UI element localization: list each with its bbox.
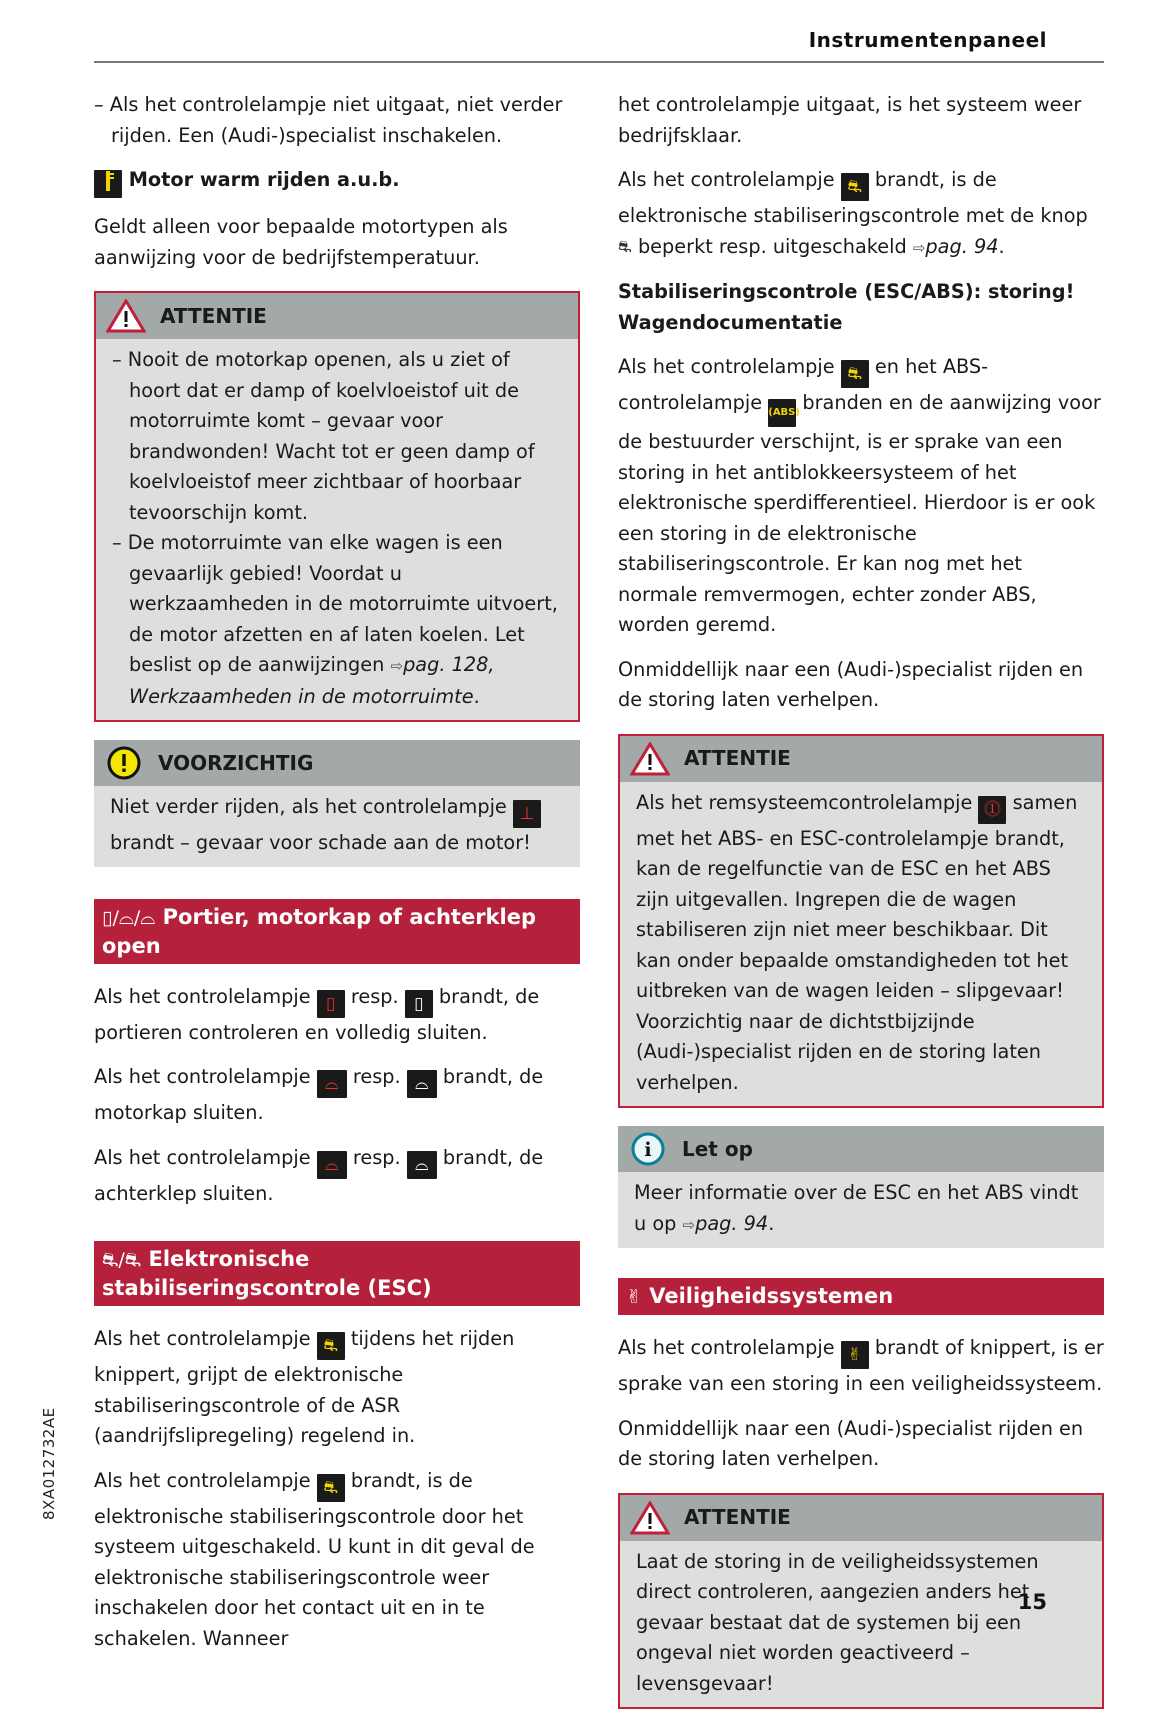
safety-action: Onmiddellijk naar een (Audi-)specialist rijden en de storing laten verhelpen. [618,1416,1084,1470]
esc-flashing-paragraph: Als het controlelampje ⛐ tijdens het rijden knippert, grijpt de elektronische stabiliseringscontrole of de ASR (aandrijfslipregeling) regelend in. [94,1327,515,1447]
tailgate-open-red-icon: ⌓ [317,1151,347,1179]
attentie-box-body [96,339,578,720]
doors-paragraph: Als het controlelampje ▯ resp. ▯ brandt, de portieren controleren en volledig sluiten. [94,984,540,1044]
reference-arrow-icon: ⇨ [682,1215,696,1234]
esc-esc-off-icons: ⛐/⛐ [102,1249,142,1271]
page-reference-link[interactable]: pag. 94 [695,1211,769,1235]
page-reference-link[interactable]: pag. 94 [925,234,999,258]
header-divider [94,61,1104,63]
section-heading-esc-text: Elektronische stabiliseringscontrole (ESC) [102,1247,432,1300]
attentie-title: ATTENTIE [684,1505,791,1530]
hood-paragraph: Als het controlelampje ⌓ resp. ⌓ brandt, de motorkap sluiten. [94,1065,544,1124]
section-heading-doors [94,899,580,964]
coolant-temperature-red-icon: ⊥ [513,800,541,828]
tailgate-open-white-icon: ⌓ [407,1151,437,1179]
door-open-red-icon: ▯ [317,990,345,1018]
info-icon [628,1131,668,1167]
attentie-item-engine-bay: – De motorruimte van elke wagen is een gevaarlijk gebied! Voordat u werkzaamheden in de motorruimte uitvoert, de motor afzetten en af laten koelen. Let beslist op de aanwijzingen ⇨pag. 128, Werkzaamheden in de motorruimte. [112,531,558,708]
voorzichtig-box [94,740,580,867]
attentie-item-steam: – Nooit de motorkap openen, als u ziet of hoort dat er damp of koelvloeistof uit de motorruimte komt – gevaar voor brandwonden! Wacht tot er geen damp of koelvloeistof meer zichtbaar of hoorbaar tevoorschijn komt. [112,348,535,524]
attentie-box-body [620,1541,1102,1708]
esc-off-yellow-icon: ⛐ [841,173,869,201]
section-heading-esc [94,1241,580,1306]
letop-text: Meer informatie over de ESC en het ABS vindt u op ⇨pag. 94. [634,1181,1079,1235]
attentie-safety-text: Laat de storing in de veiligheidssystemen direct controleren, aangezien anders het gevaar bestaat dat de systemen bij een ongeval niet worden geactiveerd – levensgevaar! [636,1549,1039,1695]
reference-arrow-icon: ⇨ [912,238,926,257]
esc-continued-paragraph: het controlelampje uitgaat, is het systeem weer bedrijfsklaar. [618,93,1082,147]
letop-title: Let op [682,1136,753,1161]
voorzichtig-title: VOORZICHTIG [158,750,314,775]
esc-yellow-icon: ⛐ [317,1474,345,1502]
section-heading-safety [618,1278,1104,1315]
airbag-yellow-icon: ✌ [841,1341,869,1369]
attentie-box-body [620,782,1102,1107]
abs-yellow-icon: (ABS) [768,399,796,427]
voorzichtig-box-header [94,740,580,786]
right-column [618,90,1104,1727]
page-number: 15 [1017,1590,1047,1614]
warning-triangle-icon [630,1500,670,1536]
voorzichtig-text: Niet verder rijden, als het controlelampje ⊥ brandt – gevaar voor schade aan de motor! [110,792,566,859]
storing-paragraph: Als het controlelampje ⛐ en het ABS-controlelampje (ABS) branden en de aanwijzing voor de bestuurder verschijnt, is er sprake van een storing in het antiblokkeersysteem of het elektronische sperdifferentieel. Hierdoor is er ook een storing in de elektronische stabiliseringscontrole. Er kan nog met het normale remvermogen, echter zonder ABS, worden geremd. [618,355,1101,636]
reference-arrow-icon: ⇨ [390,657,404,675]
warning-triangle-icon [106,298,146,334]
running-header: Instrumentenpaneel [808,28,1047,52]
section-heading-safety-text: Veiligheidssystemen [649,1284,894,1308]
tailgate-paragraph: Als het controlelampje ⌓ resp. ⌓ brandt, de achterklep sluiten. [94,1145,544,1205]
door-hood-tailgate-icons: ▯/⌓/⌓ [102,906,156,929]
attentie-box-header [620,736,1102,782]
door-open-white-icon: ▯ [405,990,433,1018]
attentie-box-header [620,1495,1102,1541]
left-column [94,90,580,1668]
caution-exclamation-icon [104,745,144,781]
svg-text:i: i [644,1139,652,1161]
esc-on-paragraph: Als het controlelampje ⛐ brandt, is de elektronische stabiliseringscontrole door het systeem uitgeschakeld. U kunt in dit geval de elektronische stabiliseringscontrole weer inschakelen door het contact uit en in te schakelen. Wanneer [94,1468,535,1650]
letop-box-header [618,1126,1104,1172]
safety-paragraph: Als het controlelampje ✌ brandt of knippert, is er sprake van een storing in een veiligheidssysteem. [618,1336,1104,1395]
attentie-brake-text: Als het remsysteemcontrolelampje ⓵ samen met het ABS- en ESC-controlelampje brandt, kan de regelfunctie van de ESC en het ABS zijn uitgevallen. Ingrepen die de wagen stabiliseren zijn niet meer beschikbaar. Dit kan onder bepaalde omstandigheden tot het uitbreken van de wagen leiden – slipgevaar! Voorzichtig naar de dichtstbijzijnde (Audi-)specialist rijden en de storing laten verhelpen. [636,790,1078,1094]
hood-open-red-icon: ⌓ [317,1070,347,1098]
storing-action: Onmiddellijk naar een (Audi-)specialist rijden en de storing laten verhelpen. [618,657,1084,711]
esc-yellow-icon: ⛐ [317,1332,345,1360]
attentie-title: ATTENTIE [160,303,267,328]
airbag-icon: ✌ [626,1286,642,1308]
esc-yellow-icon: ⛐ [841,360,869,388]
warm-text: Geldt alleen voor bepaalde motortypen als aanwijzing voor de bedrijfstemperatuur. [94,215,508,269]
letop-box [618,1126,1104,1248]
letop-box-body [618,1172,1104,1248]
hood-open-white-icon: ⌓ [407,1070,437,1098]
attentie-box-brake [618,734,1104,1109]
document-code: 8XA012732AE [40,1407,58,1520]
attentie-title: ATTENTIE [684,746,791,771]
brake-system-red-icon: ⓵ [978,796,1006,824]
warm-heading-text: Motor warm rijden a.u.b. [128,168,400,191]
warm-heading [94,165,580,198]
coolant-temperature-yellow-icon [94,170,122,198]
section-heading-doors-text: Portier, motorkap of achterklep open [102,904,536,958]
attentie-box-engine [94,291,580,722]
esc-off-button-icon: ⛐ [618,236,632,256]
page-reference-link[interactable]: pag. 128, Werkzaamheden in de motorruimte [129,653,495,708]
esc-off-paragraph: Als het controlelampje ⛐ brandt, is de elektronische stabiliseringscontrole met de knop ⛐ beperkt resp. uitgeschakeld ⇨pag. 94. [618,165,1104,263]
intro-list-item: – Als het controlelampje niet uitgaat, niet verder rijden. Een (Audi-)specialist inschakelen. [94,93,563,147]
attentie-box-header [96,293,578,339]
warning-triangle-icon [630,741,670,777]
voorzichtig-box-body [94,786,580,867]
storing-heading: Stabiliseringscontrole (ESC/ABS): storing! Wagendocumentatie [618,280,1075,334]
